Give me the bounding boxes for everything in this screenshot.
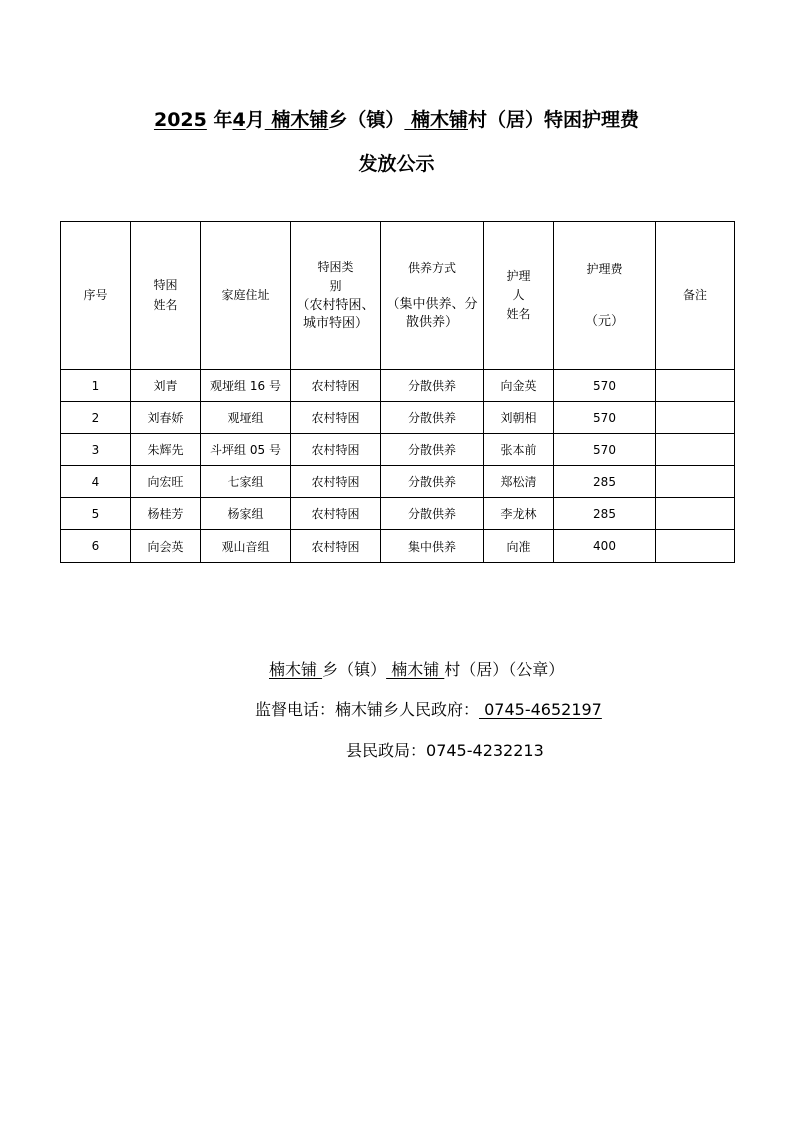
title-village-suffix: 村（居）特困护理费 [468, 109, 640, 131]
cell-support: 集中供养 [381, 530, 484, 563]
table-row [61, 402, 735, 434]
header-category-note: （农村特困、城市特困） [296, 297, 375, 331]
table-row [61, 434, 735, 466]
title-township-suffix: 乡（镇） [328, 109, 405, 131]
document-title [0, 105, 793, 132]
header-name-line2: 姓名 [153, 297, 178, 312]
cell-name: 杨桂芳 [131, 498, 201, 530]
header-category-line1: 特困类 [317, 260, 354, 275]
cell-seq: 3 [61, 434, 131, 466]
header-seq: 序号 [61, 222, 131, 370]
cell-fee: 570 [554, 434, 656, 466]
title-year-suffix: 年 [206, 109, 233, 131]
cell-remark [656, 370, 735, 402]
care-fee-table [60, 221, 735, 563]
cell-remark [656, 530, 735, 563]
header-support-note: （集中供养、分散供养） [386, 296, 478, 331]
table-row [61, 466, 735, 498]
header-category [291, 222, 381, 370]
cell-fee: 285 [554, 498, 656, 530]
cell-remark [656, 434, 735, 466]
table-row [61, 530, 735, 563]
cell-support: 分散供养 [381, 498, 484, 530]
cell-seq: 5 [61, 498, 131, 530]
footer-village: 楠木铺 [386, 660, 445, 679]
cell-name: 刘春娇 [131, 402, 201, 434]
footer-township-suffix: 乡（镇） [322, 660, 387, 679]
footer-phone-line [255, 697, 793, 720]
footer-village-suffix: 村（居）（公章） [444, 660, 565, 679]
header-support-line1: 供养方式 [407, 260, 456, 275]
cell-seq: 6 [61, 530, 131, 563]
title-village: 楠木铺 [404, 109, 468, 131]
cell-seq: 4 [61, 466, 131, 498]
cell-address: 七家组 [201, 466, 291, 498]
footer-phone-label: 监督电话：楠木铺乡人民政府： [255, 700, 480, 719]
cell-carer: 张本前 [484, 434, 554, 466]
cell-support: 分散供养 [381, 434, 484, 466]
cell-carer: 向准 [484, 530, 554, 563]
title-month: 4 [232, 109, 246, 131]
cell-category: 农村特困 [291, 498, 381, 530]
title-month-suffix: 月 [245, 109, 265, 131]
cell-fee: 570 [554, 370, 656, 402]
title-year: 2025 [153, 109, 207, 131]
cell-carer: 李龙林 [484, 498, 554, 530]
title-township: 楠木铺 [264, 109, 329, 131]
header-name [131, 222, 201, 370]
cell-seq: 2 [61, 402, 131, 434]
footer-phone-town: 0745-4652197 [479, 700, 602, 719]
cell-address: 观垭组 [201, 402, 291, 434]
cell-remark [656, 402, 735, 434]
table-row [61, 370, 735, 402]
cell-category: 农村特困 [291, 466, 381, 498]
cell-name: 向宏旺 [131, 466, 201, 498]
footer-county-line [346, 738, 793, 761]
document-subtitle: 发放公示 [358, 153, 435, 175]
footer-phone-county: 0745-4232213 [426, 741, 544, 760]
header-fee [554, 222, 656, 370]
cell-carer: 刘朝相 [484, 402, 554, 434]
cell-address: 观垭组 16 号 [201, 370, 291, 402]
cell-remark [656, 466, 735, 498]
cell-fee: 285 [554, 466, 656, 498]
cell-address: 斗坪组 05 号 [201, 434, 291, 466]
header-carer-line2: 人 [512, 287, 525, 302]
header-remark: 备注 [656, 222, 735, 370]
footer-county-label: 县民政局： [346, 741, 427, 760]
cell-category: 农村特困 [291, 434, 381, 466]
table-header-row [61, 222, 735, 370]
footer-seal-line [269, 657, 793, 680]
cell-fee: 400 [554, 530, 656, 563]
header-category-line2: 别 [329, 279, 342, 294]
cell-support: 分散供养 [381, 402, 484, 434]
cell-category: 农村特困 [291, 402, 381, 434]
cell-name: 朱辉先 [131, 434, 201, 466]
cell-carer: 郑松清 [484, 466, 554, 498]
cell-address: 杨家组 [201, 498, 291, 530]
cell-name: 刘青 [131, 370, 201, 402]
header-carer-line3: 姓名 [506, 307, 531, 322]
cell-fee: 570 [554, 402, 656, 434]
cell-category: 农村特困 [291, 370, 381, 402]
header-fee-line1: 护理费 [586, 261, 623, 276]
cell-category: 农村特困 [291, 530, 381, 563]
header-address: 家庭住址 [201, 222, 291, 370]
cell-remark [656, 498, 735, 530]
cell-support: 分散供养 [381, 466, 484, 498]
header-support [381, 222, 484, 370]
header-carer-line1: 护理 [506, 268, 531, 283]
cell-name: 向会英 [131, 530, 201, 563]
table-row [61, 498, 735, 530]
cell-address: 观山音组 [201, 530, 291, 563]
header-name-line1: 特困 [153, 278, 178, 293]
header-fee-line2: （元） [584, 314, 624, 329]
cell-seq: 1 [61, 370, 131, 402]
header-carer [484, 222, 554, 370]
cell-carer: 向金英 [484, 370, 554, 402]
footer-township: 楠木铺 [269, 660, 323, 679]
cell-support: 分散供养 [381, 370, 484, 402]
